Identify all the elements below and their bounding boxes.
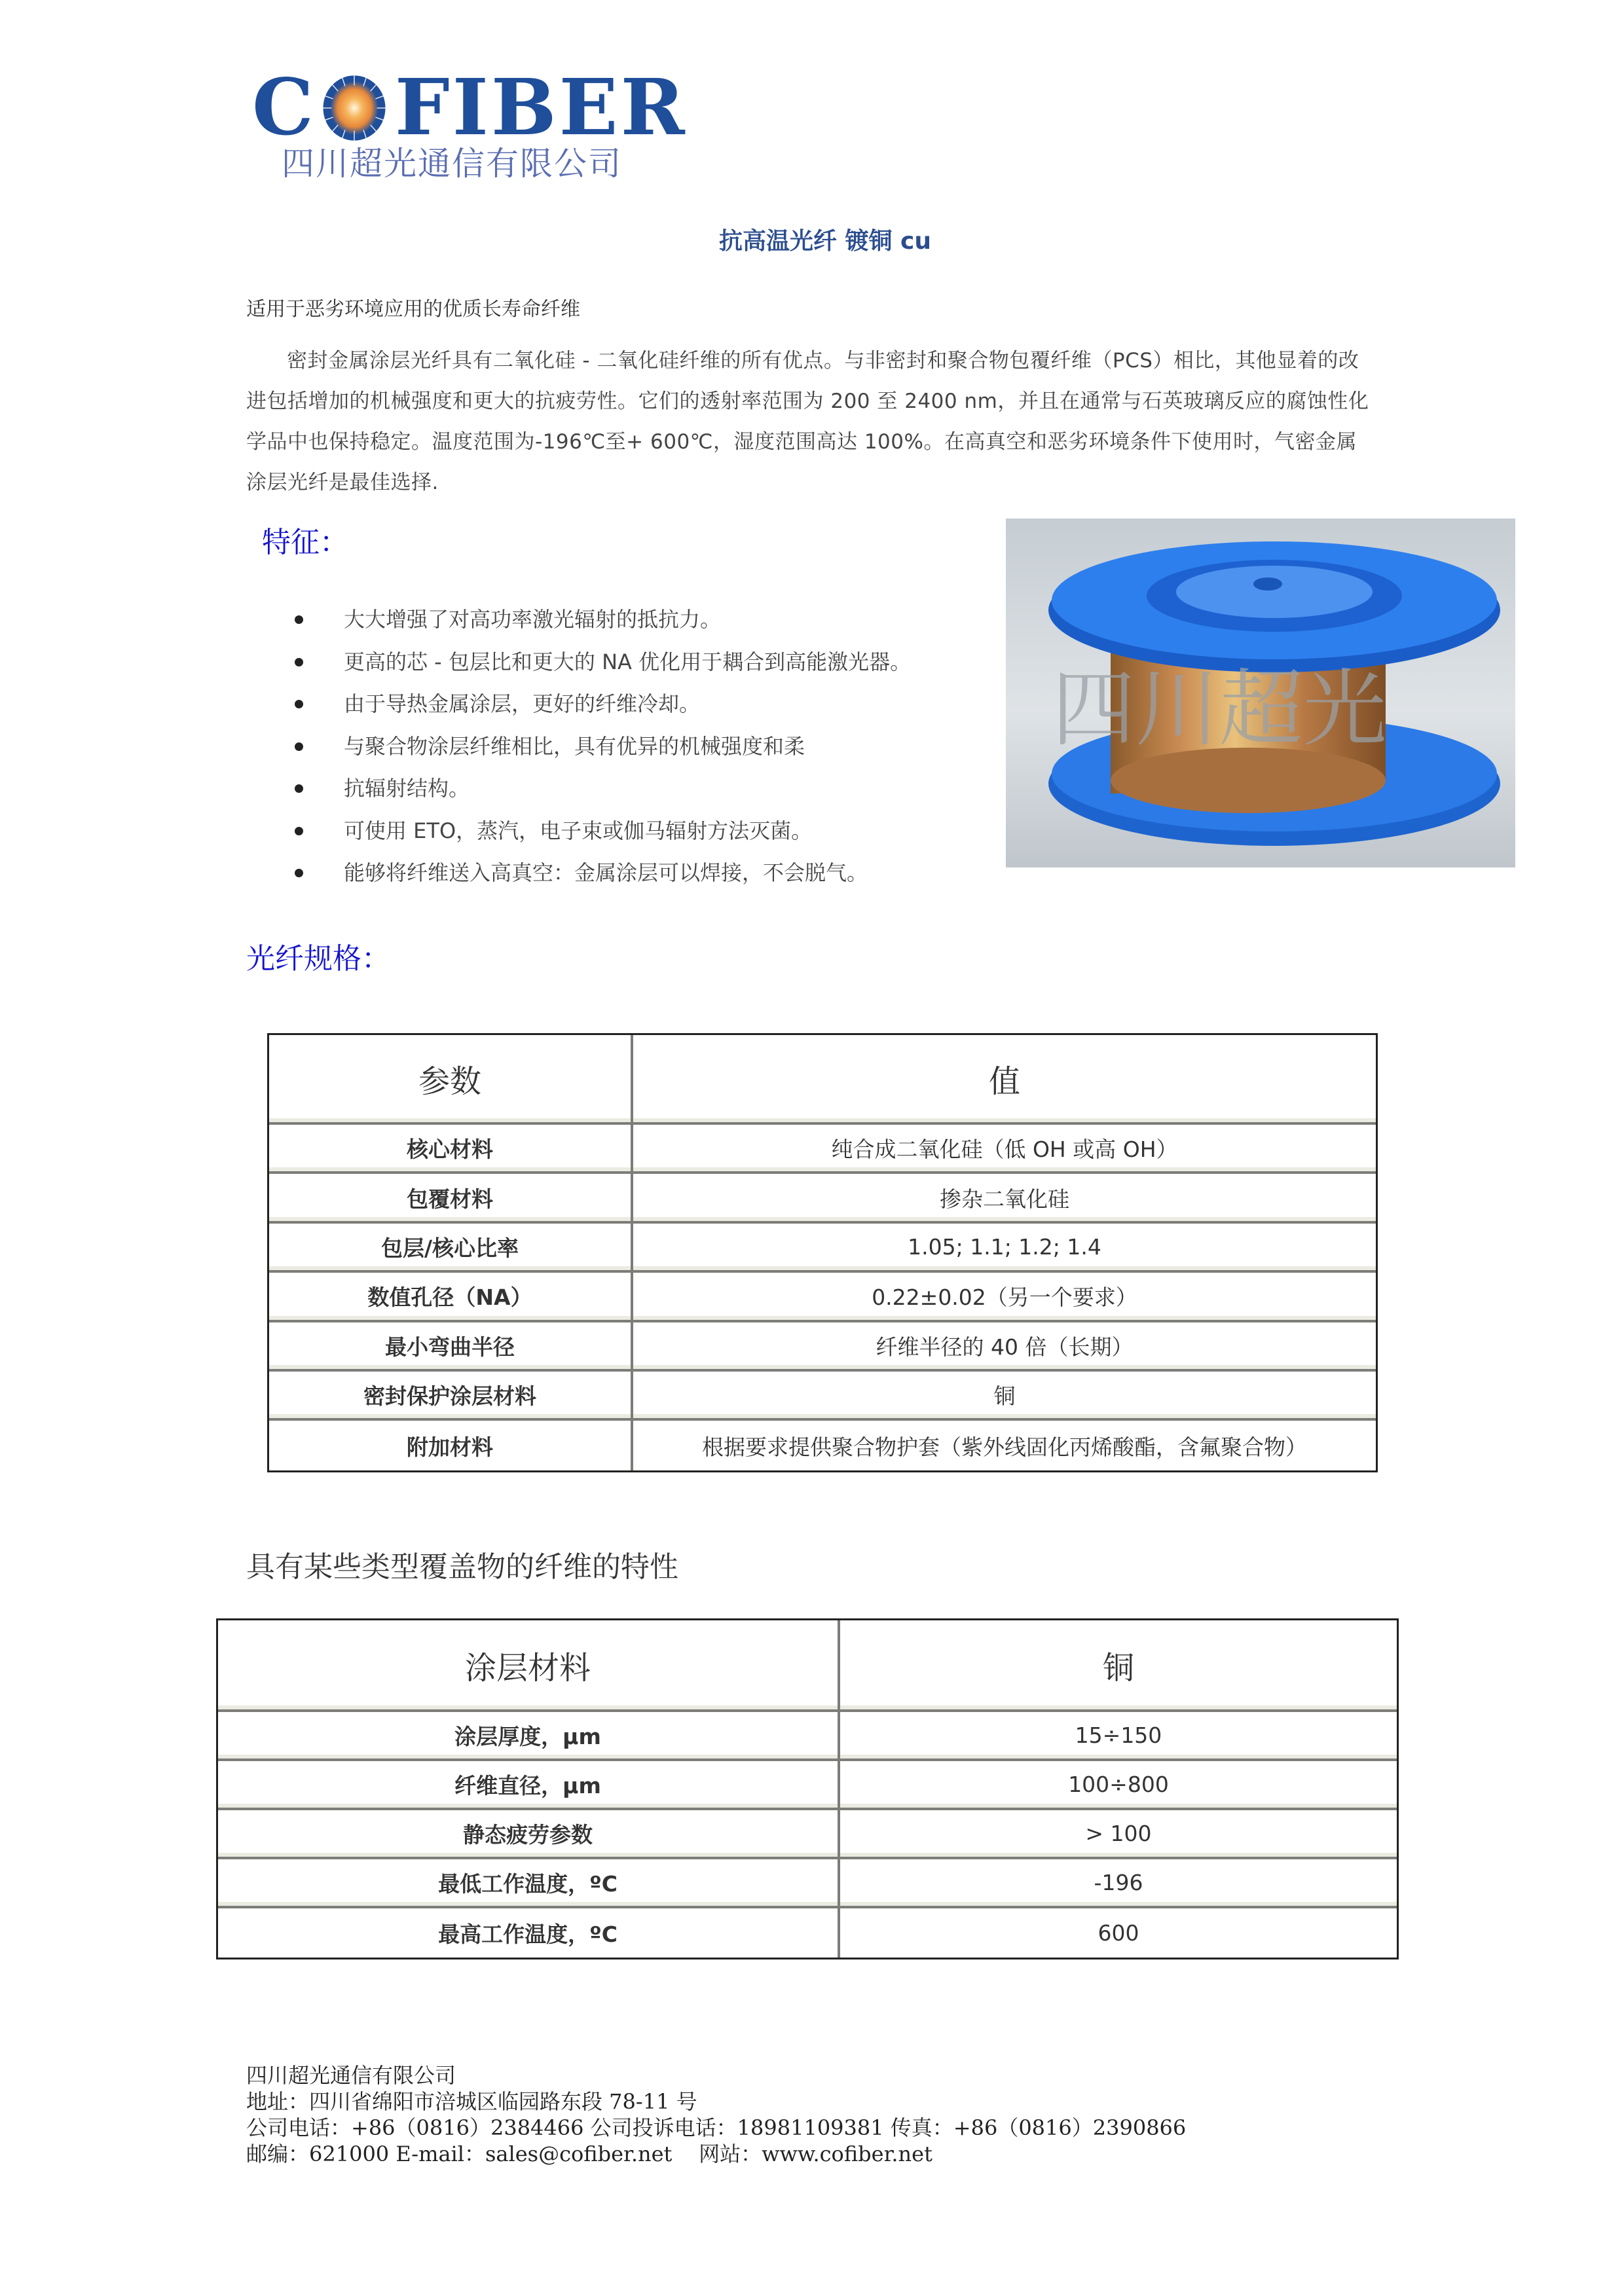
footer-address: 地址：四川省绵阳市涪城区临园路东段 78-11 号 (246, 2089, 697, 2114)
header-coating-material: 涂层材料 (218, 1620, 840, 1712)
table-row (269, 1322, 1376, 1372)
header-value: 值 (633, 1035, 1376, 1125)
coating-heading: 具有某些类型覆盖物的纤维的特性 (246, 1550, 678, 1584)
spec-table (267, 1033, 1378, 1472)
bullet-icon (295, 869, 303, 877)
param-cell: 核心材料 (269, 1125, 633, 1174)
feature-text: 能够将纤维送入高真空：金属涂层可以焊接，不会脱气。 (344, 860, 868, 885)
table-row (218, 1810, 1397, 1859)
features-heading: 特征： (262, 526, 348, 559)
bullet-icon (295, 658, 303, 666)
coating-table (216, 1618, 1399, 1959)
feature-item (295, 771, 911, 814)
bullet-icon (295, 742, 303, 751)
watermark-text: 四川超光 (1052, 661, 1388, 758)
logo-letter-c: C (252, 62, 316, 153)
product-photo (1006, 519, 1515, 867)
logo-letters-fiber: FIBER (394, 62, 688, 153)
header-param: 参数 (269, 1035, 633, 1125)
property-cell: 最高工作温度，ºC (218, 1908, 840, 1958)
feature-text: 大大增强了对高功率激光辐射的抵抗力。 (344, 607, 722, 632)
param-cell: 包层/核心比率 (269, 1224, 633, 1273)
feature-item (295, 687, 911, 729)
footer-company: 四川超光通信有限公司 (246, 2063, 456, 2088)
feature-text: 抗辐射结构。 (344, 776, 470, 801)
value-cell: 掺杂二氧化硅 (633, 1174, 1376, 1223)
bullet-icon (295, 784, 303, 793)
bullet-icon (295, 700, 303, 708)
company-logo (252, 62, 750, 183)
table-row (269, 1125, 1376, 1174)
param-cell: 最小弯曲半径 (269, 1322, 633, 1372)
value-cell: 0.22±0.02（另一个要求） (633, 1273, 1376, 1322)
feature-text: 与聚合物涂层纤维相比，具有优异的机械强度和柔 (344, 733, 805, 759)
table-row (269, 1273, 1376, 1322)
value-cell: 15÷150 (840, 1712, 1397, 1761)
table-row (269, 1224, 1376, 1273)
value-cell: 纤维半径的 40 倍（长期） (633, 1322, 1376, 1372)
value-cell: 纯合成二氧化硅（低 OH 或高 OH） (633, 1125, 1376, 1174)
feature-item (295, 729, 911, 772)
table-row (218, 1712, 1397, 1761)
value-cell: 根据要求提供聚合物护套（紫外线固化丙烯酸酯，含氟聚合物） (702, 1434, 1307, 1460)
value-cell: 铜 (633, 1372, 1376, 1421)
document-title (0, 223, 1624, 256)
table-header-row (218, 1620, 1397, 1712)
value-cell: 600 (1098, 1920, 1139, 1946)
table-row (218, 1761, 1397, 1810)
feature-text: 可使用 ETO，蒸汽，电子束或伽马辐射方法灭菌。 (344, 818, 813, 843)
feature-item (295, 602, 911, 645)
param-cell: 密封保护涂层材料 (269, 1372, 633, 1421)
features-list (295, 602, 911, 898)
value-cell: -196 (840, 1859, 1397, 1908)
table-row (218, 1908, 1397, 1958)
sun-burst-icon (319, 73, 390, 143)
logo-sun-o (316, 73, 395, 138)
property-cell: 静态疲劳参数 (218, 1810, 840, 1859)
property-cell: 最低工作温度，ºC (218, 1859, 840, 1908)
table-row (218, 1859, 1397, 1908)
property-cell: 涂层厚度，μm (218, 1712, 840, 1761)
bullet-icon (295, 827, 303, 835)
feature-item (295, 814, 911, 856)
fiber-spool-image (1006, 519, 1515, 867)
table-header-row (269, 1035, 1376, 1125)
spec-heading: 光纤规格： (246, 942, 390, 975)
intro-paragraph: 密封金属涂层光纤具有二氧化硅 - 二氧化硅纤维的所有优点。与非密封和聚合物包覆纤维（PCS）相比，其他显着的改进包括增加的机械强度和更大的抗疲劳性。它们的透射率范围为 200 至 2400 nm，并且在通常与石英玻璃反应的腐蚀性化学品中也保持稳定。温度范围为-196℃至+ 600℃，湿度范围高达 100%。在高真空和恶劣环境条件下使用时，气密金属涂层光纤是最佳选择. (246, 349, 1369, 494)
value-cell: 1.05; 1.1; 1.2; 1.4 (633, 1224, 1376, 1273)
feature-text: 更高的芯 - 包层比和更大的 NA 优化用于耦合到高能激光器。 (344, 649, 912, 674)
param-cell: 附加材料 (269, 1421, 633, 1470)
header-copper: 铜 (840, 1620, 1397, 1712)
value-cell: 100÷800 (840, 1761, 1397, 1810)
logo-company-name: 四川超光通信有限公司 (282, 145, 622, 183)
param-cell: 数值孔径（NA） (269, 1273, 633, 1322)
param-cell: 包覆材料 (269, 1174, 633, 1223)
feature-item (295, 645, 911, 687)
value-cell: > 100 (840, 1810, 1397, 1859)
document-title-text: 抗高温光纤 镀铜 cu (718, 228, 932, 255)
table-row (269, 1421, 1376, 1470)
property-cell: 纤维直径，μm (218, 1761, 840, 1810)
footer-contact-line: 邮编：621000 E-mail：sales@cofiber.net 网站：www.cofiber.net (246, 2141, 932, 2166)
table-row (269, 1372, 1376, 1421)
feature-item (295, 856, 911, 898)
footer-phones: 公司电话：+86（0816）2384466 公司投诉电话：18981109381 传真：+86（0816）2390866 (246, 2115, 1187, 2140)
document-subtitle: 适用于恶劣环境应用的优质长寿命纤维 (246, 298, 580, 321)
footer-contact (246, 2062, 1186, 2167)
bullet-icon (295, 615, 303, 624)
feature-text: 由于导热金属涂层，更好的纤维冷却。 (344, 691, 701, 716)
logo-wordmark (252, 62, 688, 153)
table-row (269, 1174, 1376, 1223)
